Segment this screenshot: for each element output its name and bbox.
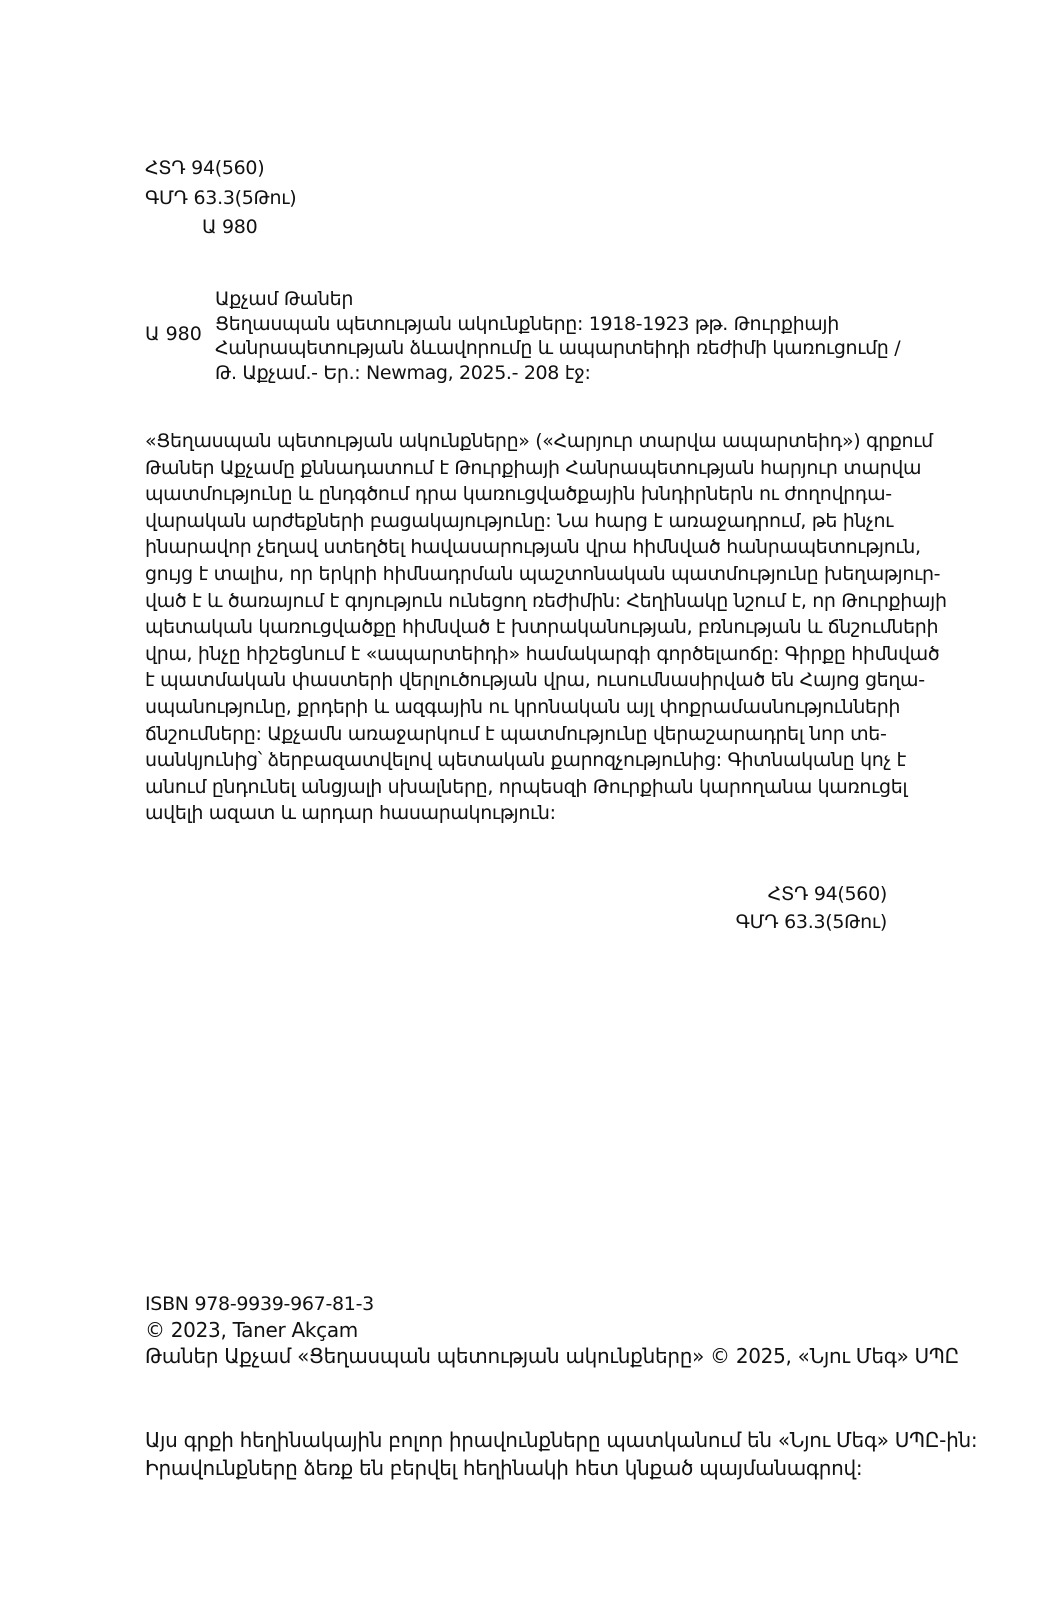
annotation-line: վարական արժեքների բացակայությունը: Նա հարց է առաջադրում, թե ինչու: [145, 509, 894, 532]
bibliographic-publication: Թ. Աքչամ.- Եր.: Newmag, 2025.- 208 էջ:: [215, 361, 591, 384]
annotation-line: սպանությունը, քրդերի և ազգային ու կրոնական այլ փոքրամասնությունների: [145, 695, 901, 718]
annotation-line: պետական կառուցվածքը հիմնված է խտրականության, բռնության և ճնշումների: [145, 616, 939, 639]
bibliographic-title-line: Ցեղասպան պետության ակունքները: 1918-1923 թթ. Թուրքիայի: [215, 312, 839, 335]
bibliographic-author-code: Ա 980: [145, 323, 202, 345]
annotation-line: ինարավոր չեղավ ստեղծել հավասարության վրա հիմնված հանրապետություն,: [145, 536, 921, 559]
isbn: ISBN 978-9939-967-81-3: [145, 1293, 374, 1315]
annotation-line: սանկյունից՝ ձերբազատվելով պետական քարոզչությունից: Գիտնականը կոչ է: [145, 749, 906, 772]
annotation-line: անում ընդունել անցյալի սխալները, որպեսզի Թուրքիան կարողանա կառուցել: [145, 775, 908, 798]
bibliographic-author: Աքչամ Թաներ: [215, 288, 354, 310]
annotation-line: «Ցեղասպան պետության ակունքները» («Հարյուր տարվա ապարտեիդ») գրքում: [145, 430, 933, 452]
bbk-code-top: ԳՄԴ 63.3(5Թու): [145, 187, 297, 209]
annotation-line: ված է և ծառայում է գոյություն ունեցող ռեժիմին: Հեղինակը նշում է, որ Թուրքիայի: [145, 589, 947, 612]
annotation-line: է պատմական փաստերի վերլուծության վրա, ուսումնասիրված են Հայոց ցեղա-: [145, 669, 925, 692]
udc-code-bottom: ՀՏԴ 94(560): [767, 883, 887, 905]
copyright-translation: Թաներ Աքչամ «Ցեղասպան պետության ակունքները» © 2025, «Նյու Մեգ» ՍՊԸ: [145, 1344, 959, 1368]
bibliographic-title-line: Հանրապետության ձևավորումը և ապարտեիդի ռեժիմի կառուցումը /: [215, 337, 901, 359]
annotation-line: ցույց է տալիս, որ երկրի հիմնադրման պաշտոնական պատմությունը խեղաթյուր-: [145, 562, 941, 585]
annotation-line: վրա, ինչը հիշեցնում է «ապարտեիդի» համակարգի գործելաոճը: Գիրքը հիմնված: [145, 642, 940, 665]
rights-notice: [145, 1426, 977, 1482]
annotation-line: Թաներ Աքչամը քննադատում է Թուրքիայի Հանրապետության հարյուր տարվա: [145, 456, 922, 479]
imprint-block: [145, 1291, 959, 1369]
annotation-line: ավելի ազատ և արդար հասարակություն:: [145, 802, 556, 825]
annotation-line: պատմությունը և ընդգծում դրա կառուցվածքային խնդիրներն ու ժողովրդա-: [145, 483, 892, 506]
udc-code-top: ՀՏԴ 94(560): [145, 157, 265, 179]
bbk-code-bottom: ԳՄԴ 63.3(5Թու): [735, 911, 887, 933]
annotation-paragraph: [145, 428, 947, 827]
author-code-top: Ա 980: [202, 216, 258, 238]
bibliographic-record: [215, 287, 900, 385]
rights-line: Այս գրքի հեղինակային բոլոր իրավունքները պատկանում են «Նյու Մեգ» ՍՊԸ-ին:: [145, 1428, 978, 1452]
rights-line: Իրավունքները ձեռք են բերվել հեղինակի հետ կնքած պայմանագրով:: [145, 1456, 863, 1480]
copyright-original: © 2023, Taner Akçam: [145, 1318, 358, 1342]
annotation-line: ճնշումները: Աքչամն առաջարկում է պատմությունը վերաշարադրել նոր տե-: [145, 722, 887, 745]
